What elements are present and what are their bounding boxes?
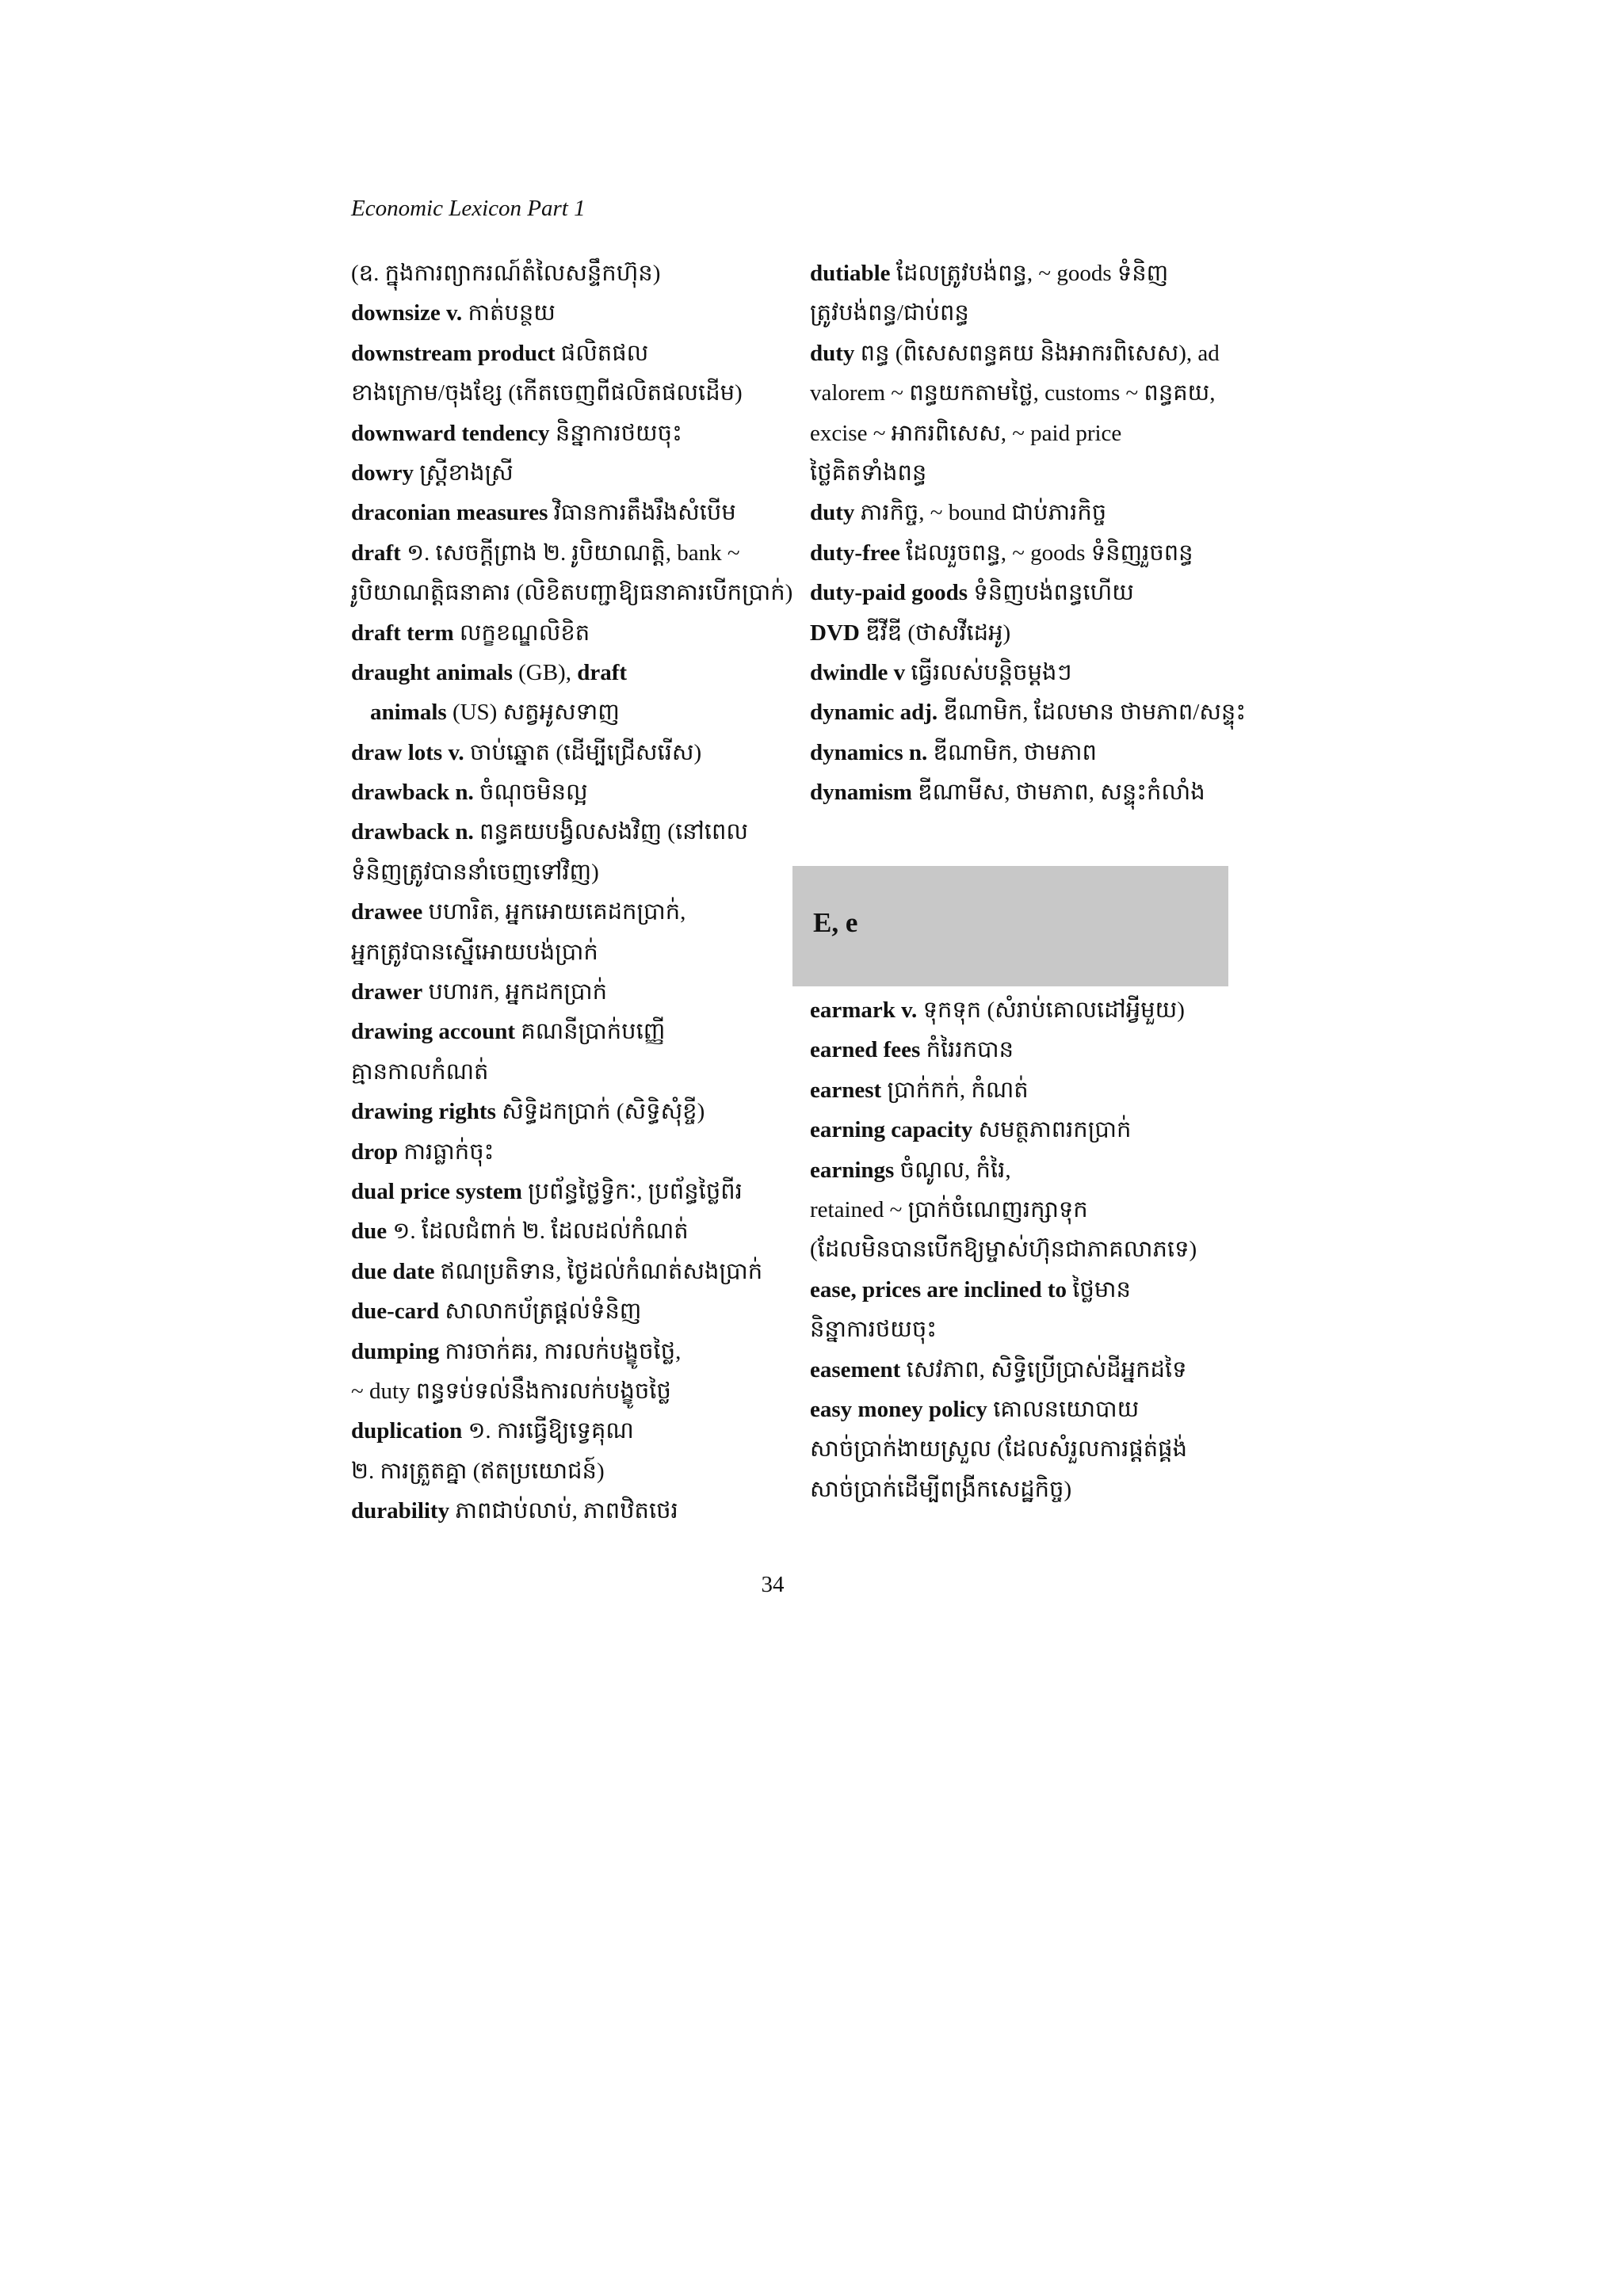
headword: draw lots v. [351,739,464,765]
entry-line [810,1390,1222,1429]
entry-line [351,1411,779,1451]
definition-text: ចំណុចមិនល្អ [473,780,588,806]
entry-line [351,772,779,812]
definition-text: គ្មានកាលកំណត់ [351,1058,489,1085]
definition-text: ធ្វើរលស់បន្តិចម្ដងៗ [905,659,1072,685]
definition-text: ការចាក់គរ, ការលក់បង្ខូចថ្លៃ, [439,1338,682,1364]
entry-line [351,733,779,772]
headword: duty-free [810,540,900,566]
headword: drawee [351,899,423,925]
entry-line [810,493,1222,532]
definition-text: និន្នាការថយចុះ [810,1317,938,1343]
entry-line [351,1291,779,1331]
definition-text: ១. ការធ្វើឱ្យទ្វេគុណ [462,1418,634,1444]
entry-line [351,613,779,653]
headword: dynamism [810,780,912,806]
entry-line [351,1332,779,1371]
entry-line [810,373,1222,413]
headword: durability [351,1498,450,1524]
definition-text: ថ្លៃគិតទាំងពន្ធ [810,460,927,486]
definition-text: និន្នាការថយចុះ [549,420,682,446]
headword: earmark v. [810,997,918,1023]
entry-line [351,1172,779,1211]
definition-text: រូបិយាណត្តិធនាគារ (លិខិតបញ្ជាឱ្យធនាគារបើកប្រាក់) [351,580,793,606]
definition-text: (ដែលមិនបានបើកឱ្យម្ចាស់ហ៊ុនជាភាគលាភទេ) [810,1237,1197,1263]
definition-text: ត្រូវបង់ពន្ធ/ជាប់ពន្ធ [810,300,969,326]
headword: duty [810,500,855,526]
definition-text: បហារក, អ្នកដកប្រាក់ [422,979,608,1005]
definition-text: សិទ្ធិដកប្រាក់ (សិទ្ធិសុំខ្ចី) [495,1099,705,1125]
entry-line [351,533,779,573]
headword: dumping [351,1338,440,1364]
right-column-top [810,254,1247,812]
entry-line [351,414,779,453]
headword: dynamics n. [810,739,928,765]
entry-line [810,1150,1222,1190]
definition-text: ទំនិញត្រូវបាននាំចេញទៅវិញ) [351,859,599,885]
entry-line [351,1012,779,1051]
entry-line [351,1371,779,1411]
definition-text: ឌីវីឌី (ថាសវីដេអូ) [859,620,1011,646]
headword: dwindle v [810,659,906,685]
entry-line [810,1070,1222,1110]
definition-text: ឌីណាមិក, ថាមភាព [927,739,1097,765]
headword: animals [370,700,447,726]
definition-text: ចំណូល, កំរៃ, [894,1157,1011,1183]
entry-line [810,653,1222,692]
headword: dual price system [351,1178,522,1204]
definition-text: ឥណប្រតិទាន, ថ្ងៃដល់កំណត់សងប្រាក់ [434,1258,763,1284]
definition-text: ~ duty ពន្ធទប់ទល់នឹងការលក់បង្ខូចថ្លៃ [351,1378,671,1404]
entry-line [810,1310,1222,1349]
definition-text: ១. សេចក្ដីព្រាង ២. រូបិយាណត្តិ, bank ~ [400,540,740,566]
definition-text: គោលនយោបាយ [987,1396,1140,1422]
entry-line [351,1132,779,1172]
definition-text: ថ្លៃមាន [1067,1276,1131,1302]
definition-text: វិធានការតឹងរឹងសំបើម [548,500,736,526]
definition-text: ២. ការត្រួតគ្នា (ឥតប្រយោជន៍) [351,1458,605,1484]
running-head: Economic Lexicon Part 1 [351,196,586,221]
entry-line [351,852,779,892]
headword: downsize v. [351,300,463,326]
definition-text: retained ~ ប្រាក់ចំណេញរក្សាទុក [810,1196,1088,1222]
definition-text: សាច់ប្រាក់ងាយស្រួល (ដែលសំរួលការផ្ដត់ផ្គង់ [810,1436,1187,1463]
headword: drawback n. [351,780,474,806]
definition-text: ពន្ធគយបង្វិលសងវិញ (នៅពេល [473,819,749,845]
definition-text: (ឧ. ក្នុងការព្យាករណ៍តំលៃសន្ទឹកហ៊ុន) [351,261,661,286]
entry-line [810,733,1222,772]
headword: draft term [351,620,454,646]
headword: draft [351,540,401,566]
definition-text: excise ~ អាករពិសេស, ~ paid price [810,420,1122,446]
entry-line [351,1252,779,1291]
entry-line [810,692,1247,732]
entry-line [810,254,1222,293]
entry-line [351,573,793,612]
headword: drawing account [351,1019,516,1045]
entry-line [351,1052,779,1092]
entry-line [810,1230,1222,1269]
definition-text: ដែលរួចពន្ធ, ~ goods ទំនិញរួចពន្ធ [899,540,1193,566]
entry-line [351,373,779,413]
headword: dynamic adj. [810,700,938,726]
entry-line [351,334,779,373]
definition-text: បហារិត, អ្នកអោយគេដកប្រាក់, [422,899,686,925]
headword: duplication [351,1418,463,1444]
entry-line [810,573,1222,612]
headword: ease, prices are inclined to [810,1276,1067,1302]
definition-text: សាច់ប្រាក់ដើម្បីពង្រីកសេដ្ឋកិច្ច) [810,1476,1072,1502]
headword: due-card [351,1299,440,1325]
headword: downstream product [351,340,556,366]
definition-text: (GB), [512,659,578,685]
entry-line [351,653,779,692]
entry-line [810,990,1222,1030]
right-column-bottom [810,990,1222,1509]
definition-text: ឌីណាមិក, ដែលមាន ថាមភាព/សន្ទុះ [938,700,1247,726]
entry-line [810,533,1222,573]
entry-line [810,334,1222,373]
headword: downward tendency [351,420,550,446]
section-band [792,866,1228,986]
definition-text: គណនីប្រាក់បញ្ញើ [515,1019,666,1045]
definition-text: ពន្ធ (ពិសេសពន្ធគយ និងអាករពិសេស), ad [854,340,1220,366]
entry-line [351,1092,779,1131]
entry-line [351,293,779,333]
entry-line [810,414,1222,453]
headword: draft [577,659,628,685]
entry-line [351,892,779,932]
definition-text: ទំនិញបង់ពន្ធហើយ [968,580,1134,606]
headword: DVD [810,620,860,646]
entry-line [810,453,1222,493]
entry-line [810,1270,1222,1310]
definition-text: កំរៃរកបាន [920,1037,1014,1063]
definition-text: (US) សត្វអូសទាញ [446,700,620,726]
definition-text: ទុកទុក (សំរាប់គោលដៅអ្វីមួយ) [917,997,1185,1023]
definition-text: valorem ~ ពន្ធយកតាមថ្លៃ, customs ~ ពន្ធគយ, [810,380,1216,406]
entry-line [351,972,779,1012]
definition-text: កាត់បន្ថយ [462,300,556,326]
headword: earning capacity [810,1117,973,1143]
definition-text: ផលិតផល [555,340,649,366]
headword: dutiable [810,261,891,286]
headword: earnings [810,1157,895,1183]
headword: due [351,1219,388,1245]
entry-line [351,933,779,972]
entry-line [810,772,1222,812]
entry-line [351,1451,779,1491]
definition-text: ខាងក្រោម/ចុងខ្សែ (កើតចេញពីផលិតផលដើម) [351,380,743,406]
definition-text: ប្រាក់កក់, កំណត់ [881,1077,1029,1103]
definition-text: ឌីណាមីស, ថាមភាព, សន្ទុះកំលាំង [911,780,1205,806]
entry-line [351,1211,779,1251]
headword: draught animals [351,659,513,685]
definition-text: សមត្ថភាពរកប្រាក់ [972,1117,1132,1143]
definition-text: ដែលត្រូវបង់ពន្ធ, ~ goods ទំនិញ [890,261,1169,286]
section-title: E, e [813,907,858,938]
headword: earned fees [810,1037,921,1063]
headword: drawing rights [351,1099,496,1125]
entry-line [810,1190,1222,1230]
entry-line [810,1110,1222,1150]
definition-text: ចាប់ឆ្នោត (ដើម្បីជ្រើសរើស) [464,739,702,765]
entry-line [351,692,779,732]
entry-line [351,453,779,493]
entry-line [810,1470,1222,1509]
headword: drop [351,1138,399,1165]
entry-line [810,613,1222,653]
headword: easy money policy [810,1396,987,1422]
page-number: 34 [761,1572,785,1597]
entry-line [810,293,1222,333]
entry-line [351,1491,779,1531]
left-column [351,254,793,1531]
definition-text: ភាពជាប់លាប់, ភាពឋិតថេរ [449,1498,678,1524]
headword: duty [810,340,855,366]
definition-text: ប្រព័ន្ធថ្លៃទ្វិកៈ, ប្រព័ន្ធថ្លៃពីរ [521,1178,743,1204]
definition-text: អ្នកត្រូវបានស្នើអោយបង់ប្រាក់ [351,939,598,965]
entry-line [810,1429,1222,1469]
entry-line [351,493,779,532]
entry-line [810,1030,1222,1070]
definition-text: ១. ដែលជំពាក់ ២. ដែលដល់កំណត់ [387,1219,689,1245]
definition-text: ការធ្លាក់ចុះ [398,1138,495,1165]
definition-text: ភារកិច្ច, ~ bound ជាប់ភារកិច្ច [854,500,1107,526]
definition-text: ស្ដ្រីខាងស្រី [413,460,514,486]
definition-text: សេវភាព, សិទ្ធិប្រើប្រាស់ដីអ្នកដទៃ [900,1356,1187,1383]
headword: duty-paid goods [810,580,968,606]
headword: draconian measures [351,500,548,526]
entry-line [810,1350,1222,1390]
definition-text: សាលាកប័ត្រផ្ដល់ទំនិញ [439,1299,642,1325]
entry-line [351,812,779,852]
headword: easement [810,1356,901,1383]
headword: due date [351,1258,435,1284]
headword: earnest [810,1077,882,1103]
headword: drawback n. [351,819,474,845]
headword: drawer [351,979,423,1005]
definition-text: លក្ខខណ្ឌលិខិត [453,620,590,646]
entry-line [351,254,779,293]
headword: dowry [351,460,414,486]
